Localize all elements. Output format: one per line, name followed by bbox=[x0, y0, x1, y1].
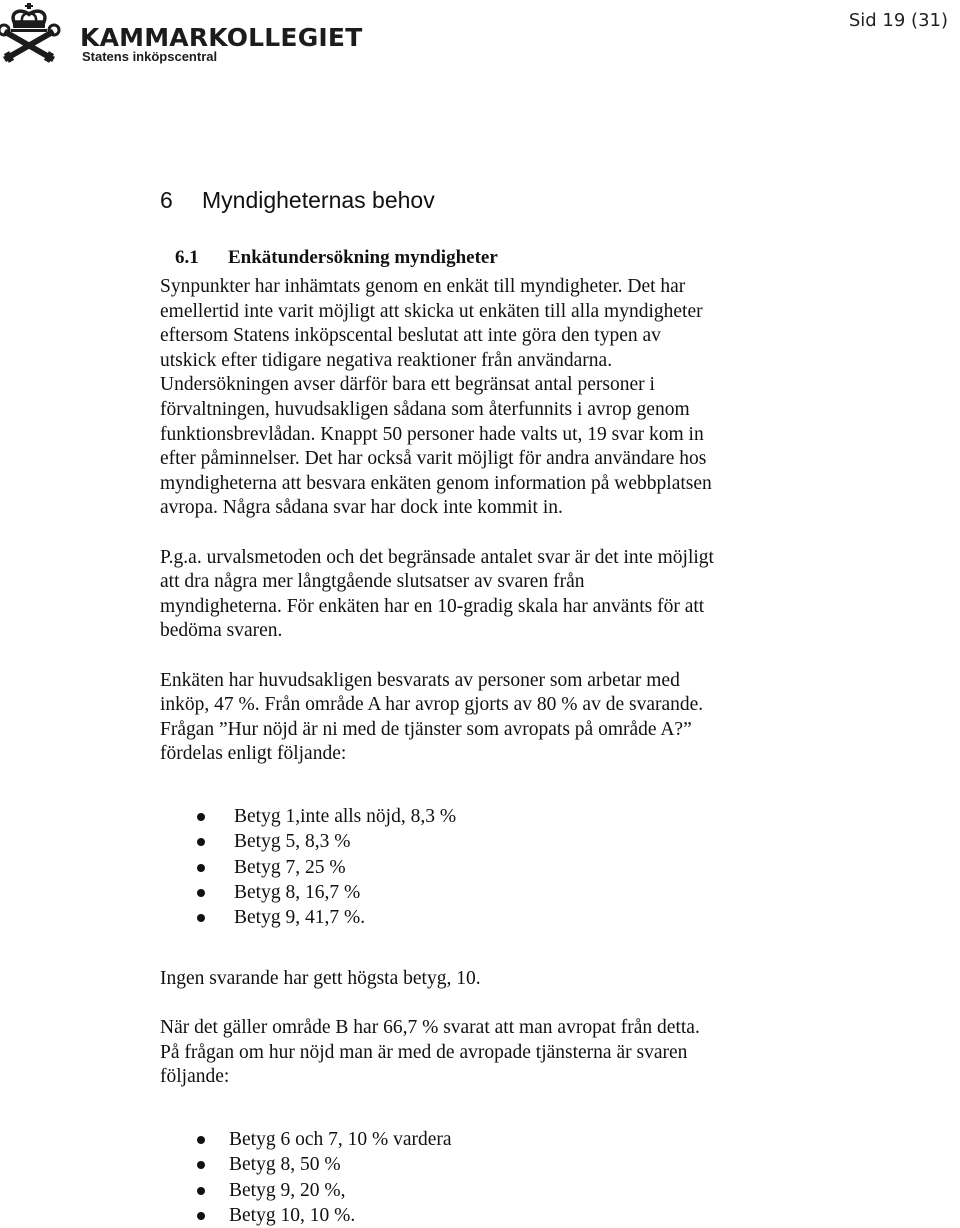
section-heading bbox=[160, 186, 435, 214]
subsection-heading bbox=[175, 245, 498, 271]
list-item: Betyg 9, 20 %, bbox=[160, 1178, 920, 1203]
body-text bbox=[160, 275, 920, 1228]
org-name: KAMMARKOLLEGIET bbox=[80, 23, 363, 52]
list-item: Betyg 9, 41,7 %. bbox=[160, 905, 920, 930]
list-item: Betyg 8, 16,7 % bbox=[160, 880, 920, 905]
list-item: Betyg 5, 8,3 % bbox=[160, 829, 920, 854]
list-item: Betyg 8, 50 % bbox=[160, 1152, 920, 1177]
bullet-icon bbox=[197, 1187, 205, 1195]
subsection-number: 6.1 bbox=[175, 247, 199, 268]
paragraph: Synpunkter har inhämtats genom en enkät till myndigheter. Det har emellertid inte varit möjligt att skicka ut enkäten till alla myndigheter eftersom Statens inköpscental beslutat att inte göra den typen av utskick efter tidigare negativa reaktioner från användarna. Undersökningen avser därför bara ett begränsat antal personer i förvaltningen, huvudsakligen sådana som återfunnits i avrop genom funktionsbrevlådan. Knappt 50 personer hade valts ut, 19 svar kom in efter påminnelser. Det har också varit möjligt för andra användare hos myndigheterna att besvara enkäten genom information på webbplatsen avropa. Några sådana svar har dock inte kommit in. bbox=[160, 276, 712, 519]
bullet-icon bbox=[197, 813, 205, 821]
bullet-icon bbox=[197, 914, 205, 922]
rating-list-b bbox=[160, 1127, 920, 1228]
bullet-icon bbox=[197, 1136, 205, 1144]
section-title: Myndigheternas behov bbox=[202, 187, 435, 213]
org-subtitle: Statens inköpscentral bbox=[82, 49, 218, 64]
paragraph: Ingen svarande har gett högsta betyg, 10. bbox=[160, 967, 481, 989]
list-item: Betyg 10, 10 %. bbox=[160, 1203, 920, 1228]
bullet-icon bbox=[197, 1161, 205, 1169]
page-number: Sid 19 (31) bbox=[848, 10, 948, 31]
crown-keys-icon bbox=[0, 0, 76, 66]
bullet-icon bbox=[197, 1212, 205, 1220]
paragraph: P.g.a. urvalsmetoden och det begränsade antalet svar är det inte möjligt att dra några mer långtgående slutsatser av svaren från myndigheterna. För enkäten har en 10-gradig skala har använts för att bedöma svaren. bbox=[160, 546, 714, 642]
list-item: Betyg 6 och 7, 10 % vardera bbox=[160, 1127, 920, 1152]
kammarkollegiet-logo bbox=[0, 0, 363, 70]
bullet-icon bbox=[197, 864, 205, 872]
list-item: Betyg 7, 25 % bbox=[160, 855, 920, 880]
bullet-icon bbox=[197, 838, 205, 846]
paragraph: När det gäller område B har 66,7 % svarat att man avropat från detta. På frågan om hur nöjd man är med de avropade tjänsterna är svaren följande: bbox=[160, 1017, 700, 1088]
bullet-icon bbox=[197, 889, 205, 897]
section-number: 6 bbox=[160, 187, 173, 213]
paragraph: Enkäten har huvudsakligen besvarats av personer som arbetar med inköp, 47 %. Från område A har avrop gjorts av 80 % av de svarande. Frågan ”Hur nöjd är ni med de tjänster som avropats på område A?” fördelas enligt följande: bbox=[160, 669, 704, 765]
subsection-title: Enkätundersökning myndigheter bbox=[228, 247, 498, 268]
rating-list-a bbox=[160, 804, 920, 931]
list-item: Betyg 1,inte alls nöjd, 8,3 % bbox=[160, 804, 920, 829]
